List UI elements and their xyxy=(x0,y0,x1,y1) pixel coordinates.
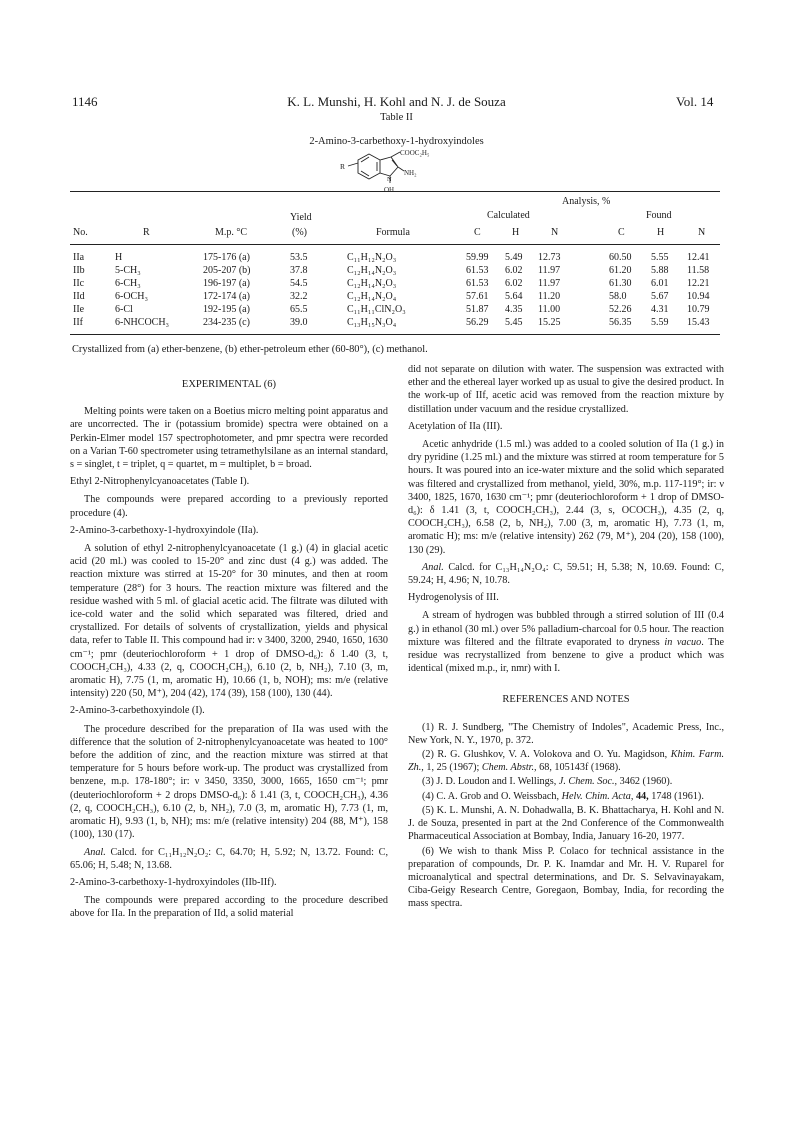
cell-c-found: 56.35 xyxy=(609,317,632,328)
table-title: 2-Amino-3-carbethoxy-1-hydroxyindoles xyxy=(309,136,484,147)
subsection-heading: Ethyl 2-Nitrophenylcyanoacetates (Table I). xyxy=(70,476,250,488)
paragraph: did not separate on dilution with water. The suspension was extracted with ether and the ethereal layer worked up as usual to give the desired product. In the work-up of IIf, acetic acid was removed from the reaction mixture by distillation under vacuum and the residue crystallized. xyxy=(408,364,724,415)
cell-no: IId xyxy=(73,291,85,302)
cell-no: IIe xyxy=(73,304,85,315)
paragraph: A solution of ethyl 2-nitrophenylcyanoacetate (1 g.) (4) in glacial acetic acid (20 ml.) was cooled to 15-20° and zinc dust (4 g.) was added. The reaction mixture was stirred at 15-20° for 30 minutes, and then at room temperature (28°) for 3 hours. The reaction mixture was filtered and the residue washed with 5 ml. of glacial acetic acid. The filtrate was diluted with ice-cold water and the solid which separated was filtered, dried and crystallized. For details of solvents of crystallization, yields and physical data, refer to Table II. This compound had ir: ν 3400, 3200, 2940, 1650, 1630 cm⁻¹; pmr (deuteriochloroform + 1 drop of DMSO-d₆): δ 1.40 (3, t, COOCH₂CH₃), 4.33 (2, q, COOCH₂CH₃), 6.10 (2, b, NH₂), 7.10 (3, m, aromatic H), 7.75 (1, m, aromatic H), 10.66 (1, b, NOH); ms: m/e (relative intensity) 220 (50, M⁺), 204 (42), 174 (39), 158 (100), 130 (44). xyxy=(70,543,388,700)
journal-name: J. Chem. Soc., xyxy=(558,776,618,788)
journal-name: Khim. Farm. Zh., xyxy=(408,749,724,774)
cell-formula: C₁₃H₁₅N₃O₄ xyxy=(347,317,397,328)
cell-yield: 32.2 xyxy=(290,291,308,302)
reference-item: (1) R. J. Sundberg, "The Chemistry of Indoles", Academic Press, Inc., New York, N. Y., 1970, p. 372. xyxy=(408,721,724,746)
paragraph-text: A stream of hydrogen was bubbled through a stirred solution of III (0.4 g.) in ethanol (30 ml.) over 5% palladium-charcoal for 0.5 hour. The reaction mixture was filtered and the filtrate evaporated to dryness xyxy=(408,610,724,648)
right-column xyxy=(408,363,724,912)
cell-mp: 172-174 (a) xyxy=(203,291,250,302)
cell-n-found: 11.58 xyxy=(687,265,710,276)
cell-c-found: 61.20 xyxy=(609,265,632,276)
cell-no: IIa xyxy=(73,252,85,263)
cell-h-calc: 5.45 xyxy=(505,317,523,328)
calculated-header: Calculated xyxy=(487,210,530,221)
cell-n-calc: 12.73 xyxy=(538,252,561,263)
analysis-paragraph xyxy=(408,561,724,587)
cell-c-found: 61.30 xyxy=(609,278,632,289)
cell-c-calc: 59.99 xyxy=(466,252,489,263)
paragraph: The compounds were prepared according to the procedure described above for IIa. In the preparation of IId, a solid material xyxy=(70,895,388,920)
data-table xyxy=(0,0,793,360)
col-header-c-calc: C xyxy=(474,227,481,238)
table-bottom-rule xyxy=(70,334,720,335)
reference-text: (4) C. A. Grob and O. Weissbach, xyxy=(422,790,562,802)
table-footnote: Crystallized from (a) ether-benzene, (b) ether-petroleum ether (60-80°), (c) methanol. xyxy=(72,344,428,355)
cell-n-found: 12.21 xyxy=(687,278,710,289)
cell-mp: 234-235 (c) xyxy=(203,317,250,328)
cell-yield: 39.0 xyxy=(290,317,308,328)
anal-label: Anal. xyxy=(422,561,444,573)
subsection-heading: 2-Amino-3-carbethoxyindole (I). xyxy=(70,705,205,717)
cell-n-calc: 15.25 xyxy=(538,317,561,328)
structure-r-label: R xyxy=(340,162,346,171)
cell-formula: C₁₂H₁₄N₂O₄ xyxy=(347,291,397,302)
cell-formula: C₁₁H₁₂N₂O₃ xyxy=(347,252,397,263)
cell-n-calc: 11.00 xyxy=(538,304,561,315)
cell-c-found: 60.50 xyxy=(609,252,632,263)
cell-r: 5-CH₃ xyxy=(115,265,141,276)
cell-h-found: 6.01 xyxy=(651,278,669,289)
analysis-text: Calcd. for C₁₁H₁₂N₂O₂: C, 64.70; H, 5.92; N, 13.72. Found: C, 65.06; H, 5.48; N, 13.68. xyxy=(70,846,388,871)
subsection-heading: Acetylation of IIa (III). xyxy=(408,420,503,432)
cell-formula: C₁₂H₁₄N₂O₃ xyxy=(347,265,397,276)
reference-text: 3462 (1960). xyxy=(617,776,673,788)
cell-n-found: 12.41 xyxy=(687,252,710,263)
col-header-r: R xyxy=(143,227,150,238)
cell-no: IIf xyxy=(73,317,83,328)
subsection-heading: Hydrogenolysis of III. xyxy=(408,592,499,604)
cell-c-calc: 61.53 xyxy=(466,278,489,289)
table-label: Table II xyxy=(380,112,413,123)
cell-h-calc: 6.02 xyxy=(505,265,523,276)
cell-h-calc: 5.64 xyxy=(505,291,523,302)
cell-n-found: 15.43 xyxy=(687,317,710,328)
cell-r: 6-OCH₃ xyxy=(115,291,148,302)
structure-n-label: N xyxy=(387,176,392,183)
cell-h-found: 5.59 xyxy=(651,317,669,328)
cell-n-found: 10.79 xyxy=(687,304,710,315)
running-authors: K. L. Munshi, H. Kohl and N. J. de Souza xyxy=(287,94,506,109)
cell-no: IIc xyxy=(73,278,85,289)
reference-text: (3) J. D. Loudon and I. Wellings, xyxy=(422,776,559,788)
experimental-heading: EXPERIMENTAL (6) xyxy=(181,379,277,390)
cell-c-calc: 57.61 xyxy=(466,291,489,302)
cell-formula: C₁₂H₁₄N₂O₃ xyxy=(347,278,397,289)
cell-n-found: 10.94 xyxy=(687,291,710,302)
journal-name: Helv. Chim. Acta, xyxy=(561,790,634,802)
reference-text: 68, 105143f (1968). xyxy=(536,762,621,774)
yield-header-line2: (%) xyxy=(292,227,307,238)
table-top-rule xyxy=(70,191,720,192)
analysis-paragraph xyxy=(70,846,388,872)
cell-h-calc: 4.35 xyxy=(505,304,523,315)
paragraph: Melting points were taken on a Boetius micro melting point apparatus and are uncorrected. The ir (potassium bromide) spectra were obtained on a Perkin-Elmer model 157 spectrophotometer, and pmr spectra were recorded on a Varian T-60 spectrometer using tetramethylsilane as an internal standard, s = singlet, t = triplet, q = quartet, m = multiplet, b = broad. xyxy=(70,406,388,471)
reference-item xyxy=(408,790,724,803)
col-header-c-found: C xyxy=(618,227,625,238)
cell-r: 6-CH₃ xyxy=(115,278,141,289)
cell-n-calc: 11.97 xyxy=(538,278,561,289)
structure-amine-label: NH₂ xyxy=(404,169,417,177)
cell-n-calc: 11.20 xyxy=(538,291,561,302)
volume-label: Vol. 14 xyxy=(676,94,714,109)
yield-header-line1: Yield xyxy=(290,212,312,223)
cell-c-calc: 56.29 xyxy=(466,317,489,328)
analysis-text: Calcd. for C₁₃H₁₄N₂O₄: C, 59.51; H, 5.38; N, 10.69. Found: C, 59.24; H, 4.96; N, 10.78. xyxy=(408,561,724,587)
cell-h-calc: 5.49 xyxy=(505,252,523,263)
reference-item xyxy=(408,748,724,774)
found-header: Found xyxy=(646,210,672,221)
paragraph: The compounds were prepared according to a previously reported procedure (4). xyxy=(70,494,388,519)
cell-mp: 192-195 (a) xyxy=(203,304,250,315)
paragraph-text: . The residue was recrystallized from benzene to give a product which was identical (mixed m.p., ir, nmr) with I. xyxy=(408,636,725,675)
journal-name: Chem. Abstr., xyxy=(481,762,537,774)
col-header-h-calc: H xyxy=(512,227,520,238)
reference-item: (5) K. L. Munshi, A. N. Dohadwalla, B. K. Bhattacharya, H. Kohl and N. J. de Souza, presented in part at the 2nd Conference of the Commonwealth Pharmaceutical Association at Bombay, India, January 16-20, 1977. xyxy=(408,804,724,843)
structure-ester-label: COOC₂H₅ xyxy=(400,149,430,157)
anal-label: Anal. xyxy=(84,846,106,858)
col-header-formula: Formula xyxy=(376,227,410,238)
analysis-header: Analysis, % xyxy=(562,196,611,207)
reference-item xyxy=(408,775,724,788)
cell-yield: 54.5 xyxy=(290,278,308,289)
col-header-h-found: H xyxy=(657,227,665,238)
cell-formula: C₁₁H₁₁ClN₂O₃ xyxy=(347,304,406,315)
cell-yield: 37.8 xyxy=(290,265,308,276)
structure-oh-label: OH xyxy=(384,186,395,194)
cell-h-found: 4.31 xyxy=(651,304,669,315)
cell-r: 6-Cl xyxy=(115,304,133,315)
cell-c-calc: 61.53 xyxy=(466,265,489,276)
cell-c-calc: 51.87 xyxy=(466,304,489,315)
reference-text: (2) R. G. Glushkov, V. A. Volokova and O. Yu. Magidson, xyxy=(422,749,671,761)
references-heading: REFERENCES AND NOTES xyxy=(502,694,630,706)
col-header-n-found: N xyxy=(698,227,706,238)
cell-r: 6-NHCOCH₃ xyxy=(115,317,170,328)
cell-mp: 196-197 (a) xyxy=(203,278,250,289)
col-header-no: No. xyxy=(73,227,88,238)
cell-c-found: 52.26 xyxy=(609,304,632,315)
cell-h-calc: 6.02 xyxy=(505,278,523,289)
paragraph xyxy=(408,609,724,675)
volume-number: 44, xyxy=(633,790,649,802)
cell-yield: 53.5 xyxy=(290,252,308,263)
paragraph: Acetic anhydride (1.5 ml.) was added to a cooled solution of IIa (1 g.) in dry pyridine (1.25 ml.) and the mixture was stirred at room temperature for 5 hours. It was poured into an ice-water mixture and the solid which separated was filtered and crystallized from methanol, yield, 30%, m.p. 117-119°; ir: ν 3400, 1825, 1670, 1630 cm⁻¹; pmr (deuteriochloroform + 1 drop of DMSO-d₆): δ 1.41 (3, t, COOCH₂CH₃), 2.44 (3, s, OCOCH₃), 4.35 (2, q, COOCH₂CH₃), 6.58 (2, b, NH₂), 7.00 (3, m, aromatic H), 7.73 (1, m, aromatic H); ms: m/e (relative intensity) 262 (79, M⁺), 204 (20), 158 (100), 130 (29). xyxy=(408,439,724,556)
italic-text: in vacuo xyxy=(664,636,702,648)
col-header-n-calc: N xyxy=(551,227,559,238)
cell-c-found: 58.0 xyxy=(609,291,627,302)
reference-item: (6) We wish to thank Miss P. Colaco for technical assistance in the preparation of compounds, Dr. P. K. Inamdar and Mr. H. V. Ruparel for microanalytical and spectral determinations, and Dr. S. Selvavinayakam, Ciba-Geigy Research Centre, Goregaon, Bombay, India, for recording the mass spectra. xyxy=(408,845,724,910)
cell-r: H xyxy=(115,252,123,263)
table-header-rule xyxy=(70,244,720,245)
cell-h-found: 5.67 xyxy=(651,291,669,302)
reference-text: 1748 (1961). xyxy=(648,790,704,802)
cell-h-found: 5.88 xyxy=(651,265,669,276)
reference-text: 1, 25 (1967); xyxy=(423,762,482,774)
cell-yield: 65.5 xyxy=(290,304,308,315)
cell-mp: 175-176 (a) xyxy=(203,252,250,263)
cell-no: IIb xyxy=(73,265,85,276)
left-column xyxy=(70,370,388,925)
subsection-heading: 2-Amino-3-carbethoxy-1-hydroxyindoles (IIb-IIf). xyxy=(70,876,277,888)
cell-h-found: 5.55 xyxy=(651,252,669,263)
cell-n-calc: 11.97 xyxy=(538,265,561,276)
subsection-heading: 2-Amino-3-carbethoxy-1-hydroxyindole (IIa). xyxy=(70,524,259,536)
page-number: 1146 xyxy=(72,94,98,109)
cell-mp: 205-207 (b) xyxy=(203,265,251,276)
paragraph: The procedure described for the preparation of IIa was used with the difference that the solution of 2-nitrophenylcyanoacetate was heated to 100° before the addition of zinc, and the reaction mixture was stirred at that temperature for 5 hours before work-up. The product was crystallized from benzene, m.p. 178-180°; ir: ν 3450, 3350, 3000, 1665, 1650 cm⁻¹; pmr (deuteriochloroform + 2 drops DMSO-d₆): δ 1.41 (3, t, COOCH₂CH₃), 4.36 (2, q, COOCH₂CH₃), 6.10 (2, b, NH₂), 7.0 (3, m, aromatic H), 7.73 (1, m, aromatic H), 9.93 (1, b, NH); ms: m/e (relative intensity) 204 (88, M⁺), 158 (100), 130 (17). xyxy=(70,723,388,841)
col-header-mp: M.p. °C xyxy=(215,227,248,238)
